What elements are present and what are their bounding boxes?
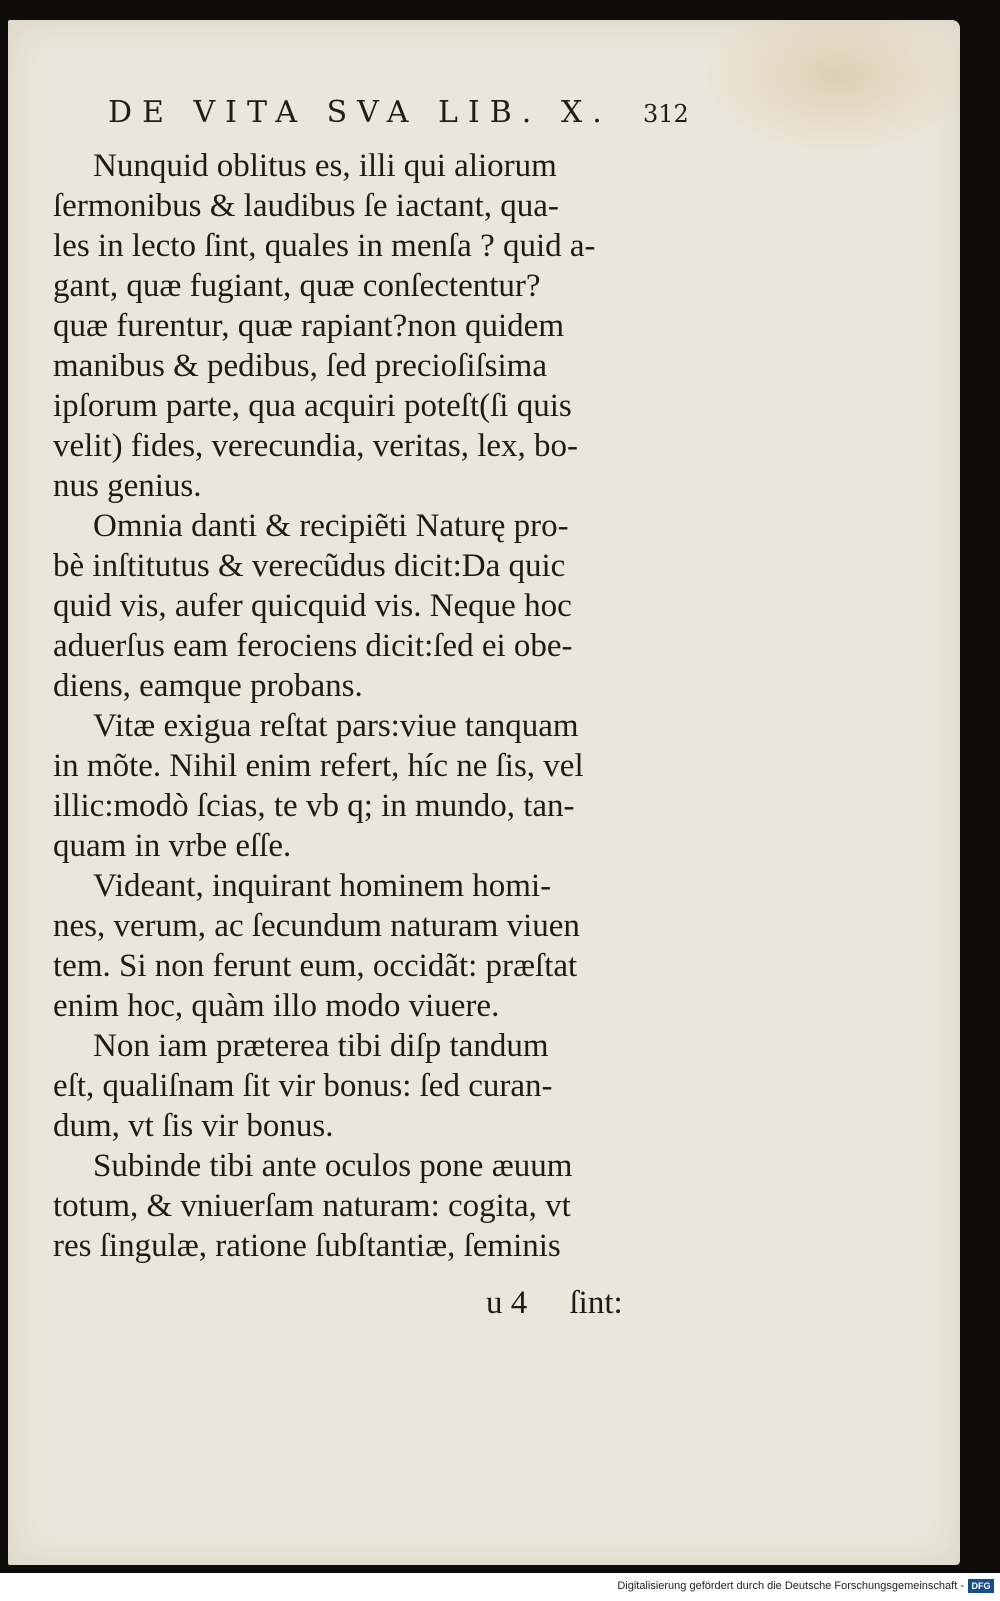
text-line: Vitæ exigua reſtat pars:viue tanquam xyxy=(93,708,579,744)
signature-mark: u 4 xyxy=(486,1285,528,1321)
text-line: Non iam præterea tibi diſp tandum xyxy=(93,1028,549,1064)
text-line: tem. Si non ferunt eum, occidãt: præſtat xyxy=(53,948,578,984)
text-line: Omnia danti & recipiẽti Naturę pro- xyxy=(93,508,569,544)
text-line: quam in vrbe eſſe. xyxy=(53,828,292,864)
text-line: Videant, inquirant hominem homi- xyxy=(93,868,552,904)
body-text xyxy=(53,146,693,1266)
text-line: illic:modò ſcias, te vb q; in mundo, tan- xyxy=(53,788,575,824)
text-line: nus genius. xyxy=(53,468,202,504)
text-line: quæ furentur, quæ rapiant?non quidem xyxy=(53,308,564,344)
text-line: dum, vt ſis vir bonus. xyxy=(53,1108,334,1144)
text-line: bè inſtitutus & verecũdus dicit:Da quic xyxy=(53,548,566,584)
text-line: les in lecto ſint, quales in menſa ? quid a- xyxy=(53,228,596,264)
text-line: totum, & vniuerſam naturam: cogita, vt xyxy=(53,1188,571,1224)
text-line: in mõte. Nihil enim refert, híc ne ſis, vel xyxy=(53,748,584,784)
text-line: aduerſus eam ferociens dicit:ſed ei obe- xyxy=(53,628,573,664)
text-line: Subinde tibi ante oculos pone æuum xyxy=(93,1148,573,1184)
catchword: ſint: xyxy=(569,1285,623,1321)
page-number: 312 xyxy=(643,100,689,128)
running-head: DE VITA SVA LIB. X. xyxy=(108,95,612,130)
text-line: quid vis, aufer quicquid vis. Neque hoc xyxy=(53,588,572,624)
footer-bar xyxy=(0,1573,1000,1601)
text-line: ipſorum parte, qua acquiri poteſt(ſi quis xyxy=(53,388,572,424)
text-line: ſermonibus & laudibus ſe iactant, qua- xyxy=(53,188,559,224)
book-page xyxy=(8,20,960,1565)
text-line: Nunquid oblitus es, illi qui aliorum xyxy=(93,148,557,184)
text-line: manibus & pedibus, ſed precioſiſsima xyxy=(53,348,548,384)
signature-line xyxy=(486,1283,623,1323)
text-line: enim hoc, quàm illo modo viuere. xyxy=(53,988,500,1024)
text-line: diens, eamque probans. xyxy=(53,668,363,704)
text-line: gant, quæ fugiant, quæ conſectentur? xyxy=(53,268,541,304)
text-line: velit) fides, verecundia, veritas, lex, bo- xyxy=(53,428,579,464)
text-line: eſt, qualiſnam ſit vir bonus: ſed curan- xyxy=(53,1068,553,1104)
text-line: res ſingulæ, ratione ſubſtantiæ, ſeminis xyxy=(53,1228,561,1264)
dfg-logo-icon: DFG xyxy=(968,1579,994,1593)
water-stain xyxy=(708,20,960,150)
funding-credit: Digitalisierung gefördert durch die Deutsche Forschungsgemeinschaft - xyxy=(617,1580,964,1592)
text-line: nes, verum, ac ſecundum naturam viuen xyxy=(53,908,580,944)
